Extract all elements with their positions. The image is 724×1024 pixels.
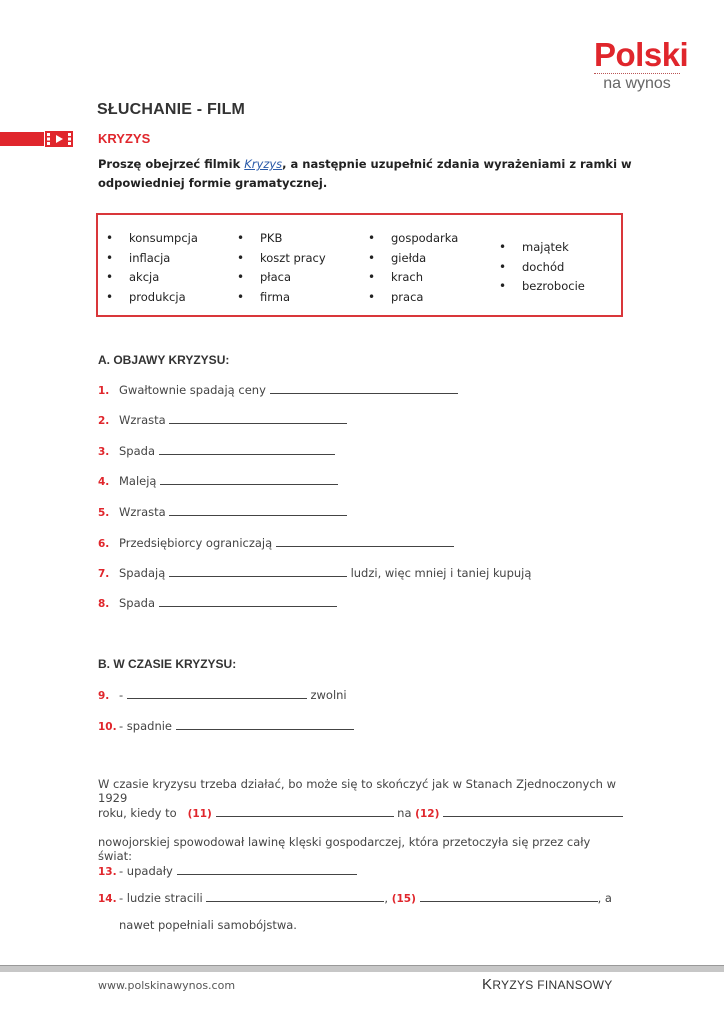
footer-title-rest: RYZYS FINANSOWY bbox=[492, 978, 613, 992]
item-number-12: (12) bbox=[415, 808, 440, 820]
film-strip-icon bbox=[45, 131, 73, 147]
item-text: - ludzie stracili bbox=[119, 891, 203, 905]
answer-blank[interactable] bbox=[276, 537, 454, 547]
item-text: , a bbox=[597, 891, 612, 905]
exercise-item-7 bbox=[98, 566, 531, 580]
exercise-item-3 bbox=[98, 444, 335, 458]
answer-blank[interactable] bbox=[177, 865, 357, 875]
logo-main-text: Polski bbox=[594, 36, 689, 73]
answer-blank[interactable] bbox=[169, 414, 347, 424]
item-number: 13. bbox=[98, 866, 117, 878]
item-number: 6. bbox=[98, 538, 110, 550]
item-text: - bbox=[119, 688, 124, 702]
answer-blank[interactable] bbox=[160, 475, 338, 485]
word-box bbox=[96, 213, 623, 317]
word-item: • dochód bbox=[499, 258, 585, 278]
item-text: - spadnie bbox=[119, 719, 173, 733]
paragraph-line-6: nawet popełniali samobójstwa. bbox=[119, 918, 297, 932]
logo bbox=[594, 38, 690, 93]
instruction-suffix: , a następnie uzupełnić zdania wyrażeniami z ramki w odpowiedniej formie gramatycznej. bbox=[98, 157, 632, 190]
item-number-15: (15) bbox=[391, 893, 416, 905]
logo-sub-text: na wynos bbox=[594, 73, 680, 93]
word-item: • PKB bbox=[237, 229, 326, 249]
item-text: Gwałtownie spadają ceny bbox=[119, 383, 266, 397]
word-column-2 bbox=[237, 229, 326, 307]
item-text: - upadały bbox=[119, 864, 173, 878]
word-column-4 bbox=[499, 238, 585, 297]
item-number: 14. bbox=[98, 893, 117, 905]
paragraph-line-3: nowojorskiej spowodował lawinę klęski gospodarczej, która przetoczyła się przez cały świat: bbox=[98, 835, 591, 863]
item-trailing-text: ludzi, więc mniej i taniej kupują bbox=[350, 566, 532, 580]
item-text: Przedsiębiorcy ograniczają bbox=[119, 536, 273, 550]
word-item: • produkcja bbox=[106, 288, 198, 308]
item-number: 4. bbox=[98, 476, 110, 488]
item-text: Spada bbox=[119, 444, 155, 458]
part-b-title: B. W CZASIE KRYZYSU: bbox=[98, 657, 237, 671]
item-number: 8. bbox=[98, 598, 110, 610]
item-number-11: (11) bbox=[187, 808, 212, 820]
exercise-item-1 bbox=[98, 383, 458, 397]
item-text: , bbox=[384, 891, 389, 905]
answer-blank[interactable] bbox=[176, 720, 354, 730]
paragraph-text: roku, kiedy to bbox=[98, 806, 177, 820]
word-item: • bezrobocie bbox=[499, 277, 585, 297]
item-number: 2. bbox=[98, 415, 110, 427]
item-text: Wzrasta bbox=[119, 413, 166, 427]
exercise-item-10 bbox=[98, 719, 354, 733]
item-number: 3. bbox=[98, 446, 110, 458]
word-column-3 bbox=[368, 229, 458, 307]
item-text: Wzrasta bbox=[119, 505, 166, 519]
footer-bar bbox=[0, 965, 724, 972]
word-item: • firma bbox=[237, 288, 326, 308]
exercise-item-13 bbox=[98, 864, 357, 878]
word-item: • giełda bbox=[368, 249, 458, 269]
exercise-item-4 bbox=[98, 474, 338, 488]
item-text: Spadają bbox=[119, 566, 166, 580]
exercise-item-6 bbox=[98, 536, 454, 550]
word-item: • krach bbox=[368, 268, 458, 288]
word-item: • konsumpcja bbox=[106, 229, 198, 249]
paragraph-text: na bbox=[397, 806, 412, 820]
word-column-1 bbox=[106, 229, 198, 307]
item-text: Maleją bbox=[119, 474, 157, 488]
part-a-title: A. OBJAWY KRYZYSU: bbox=[98, 353, 230, 367]
footer-title bbox=[482, 976, 613, 993]
word-item: • praca bbox=[368, 288, 458, 308]
instruction-prefix: Proszę obejrzeć filmik bbox=[98, 157, 245, 171]
exercise-item-14 bbox=[98, 891, 626, 905]
answer-blank-12[interactable] bbox=[443, 807, 623, 817]
item-number: 1. bbox=[98, 385, 110, 397]
section-title: KRYZYS bbox=[98, 131, 151, 146]
word-item: • akcja bbox=[106, 268, 198, 288]
word-item: • koszt pracy bbox=[237, 249, 326, 269]
answer-blank[interactable] bbox=[169, 567, 347, 577]
answer-blank-11[interactable] bbox=[216, 807, 394, 817]
footer-title-initial: K bbox=[482, 976, 493, 993]
exercise-item-5 bbox=[98, 505, 347, 519]
item-number: 9. bbox=[98, 690, 110, 702]
instruction-text bbox=[98, 155, 633, 193]
answer-blank-15[interactable] bbox=[420, 892, 598, 902]
item-trailing-text: zwolni bbox=[310, 688, 347, 702]
footer-url[interactable]: www.polskinawynos.com bbox=[98, 979, 236, 992]
answer-blank[interactable] bbox=[270, 384, 458, 394]
item-number: 5. bbox=[98, 507, 110, 519]
exercise-item-2 bbox=[98, 413, 347, 427]
item-number: 7. bbox=[98, 568, 110, 580]
item-text: Spada bbox=[119, 596, 155, 610]
word-item: • inflacja bbox=[106, 249, 198, 269]
answer-blank[interactable] bbox=[159, 597, 337, 607]
paragraph-line-2 bbox=[98, 806, 626, 820]
word-item: • majątek bbox=[499, 238, 585, 258]
section-accent-band bbox=[0, 132, 44, 146]
paragraph-line-1: W czasie kryzysu trzeba działać, bo może się to skończyć jak w Stanach Zjednoczonych w 1929 bbox=[98, 777, 617, 805]
film-link[interactable]: Kryzys bbox=[244, 157, 283, 171]
exercise-item-8 bbox=[98, 596, 337, 610]
answer-blank[interactable] bbox=[127, 689, 307, 699]
word-item: • gospodarka bbox=[368, 229, 458, 249]
answer-blank[interactable] bbox=[159, 445, 335, 455]
item-number: 10. bbox=[98, 721, 117, 733]
answer-blank[interactable] bbox=[206, 892, 384, 902]
page-title: SŁUCHANIE - FILM bbox=[97, 101, 246, 118]
exercise-item-9 bbox=[98, 688, 347, 702]
answer-blank[interactable] bbox=[169, 506, 347, 516]
word-item: • płaca bbox=[237, 268, 326, 288]
